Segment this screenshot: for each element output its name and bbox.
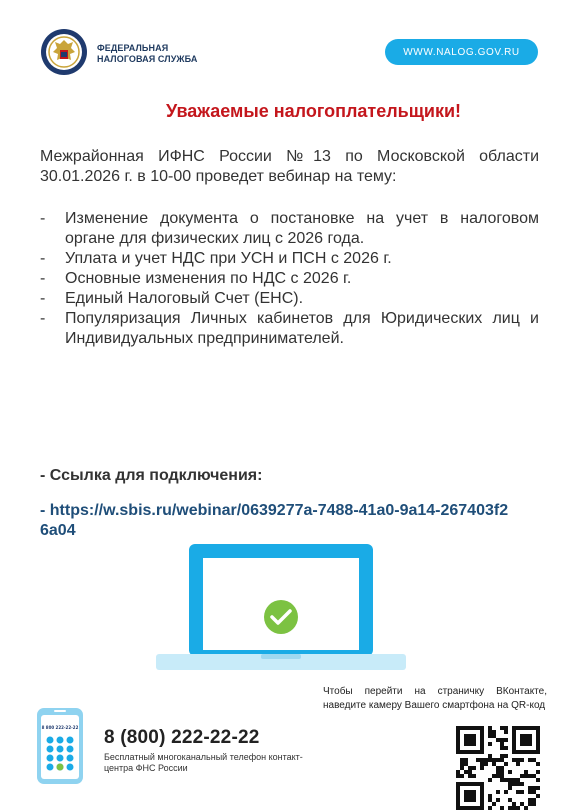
topic-text: Изменение документа о постановке на учет в налоговом органе для физических лиц с 2026 года. (65, 210, 539, 247)
org-name-line1: ФЕДЕРАЛЬНАЯ (97, 43, 169, 53)
phone-keypad-icon (36, 707, 84, 785)
fns-emblem-icon (40, 28, 88, 76)
org-name-line2: НАЛОГОВАЯ СЛУЖБА (97, 54, 198, 64)
intro-text: Межрайонная ИФНС России №13 по Московской области 30.01.2026 г. в 10-00 проведет вебинар на тему: (40, 148, 539, 185)
list-item (40, 289, 539, 309)
site-link-button[interactable]: WWW.NALOG.GOV.RU (385, 39, 538, 65)
hotline-number[interactable]: 8 (800) 222-22-22 (104, 727, 260, 748)
list-dash: - (40, 210, 46, 227)
topics-list (40, 209, 539, 349)
page-title: Уважаемые налогоплательщики! (165, 101, 462, 121)
webinar-link[interactable]: - https://w.sbis.ru/webinar/0639277a-7488-41a0-9a14-267403f26a04 (40, 502, 509, 539)
list-dash: - (40, 250, 46, 267)
laptop-check-icon (156, 543, 406, 671)
list-item (40, 249, 539, 269)
list-item (40, 309, 539, 349)
list-item (40, 269, 539, 289)
vk-qr-instruction: Чтобы перейти на страничку ВКонтакте, наведите камеру Вашего смартфона на QR-код (323, 686, 547, 711)
org-name (97, 43, 197, 65)
link-label: - Ссылка для подключения: (40, 467, 263, 484)
list-item (40, 209, 539, 249)
topic-text: Популяризация Личных кабинетов для Юридических лиц и Индивидуальных предпринимателей. (65, 310, 539, 347)
topic-text: Единый Налоговый Счет (ЕНС). (65, 290, 304, 307)
hotline-caption: Бесплатный многоканальный телефон контакт-центра ФНС России (104, 752, 303, 773)
header (40, 28, 540, 80)
list-dash: - (40, 290, 46, 307)
list-dash: - (40, 310, 46, 327)
qr-code-icon[interactable] (456, 726, 540, 810)
topic-text: Основные изменения по НДС с 2026 г. (65, 270, 352, 287)
list-dash: - (40, 270, 46, 287)
phone-screen-number: 8 800 222-22-22 (41, 725, 79, 730)
topic-text: Уплата и учет НДС при УСН и ПСН с 2026 г. (65, 250, 392, 267)
